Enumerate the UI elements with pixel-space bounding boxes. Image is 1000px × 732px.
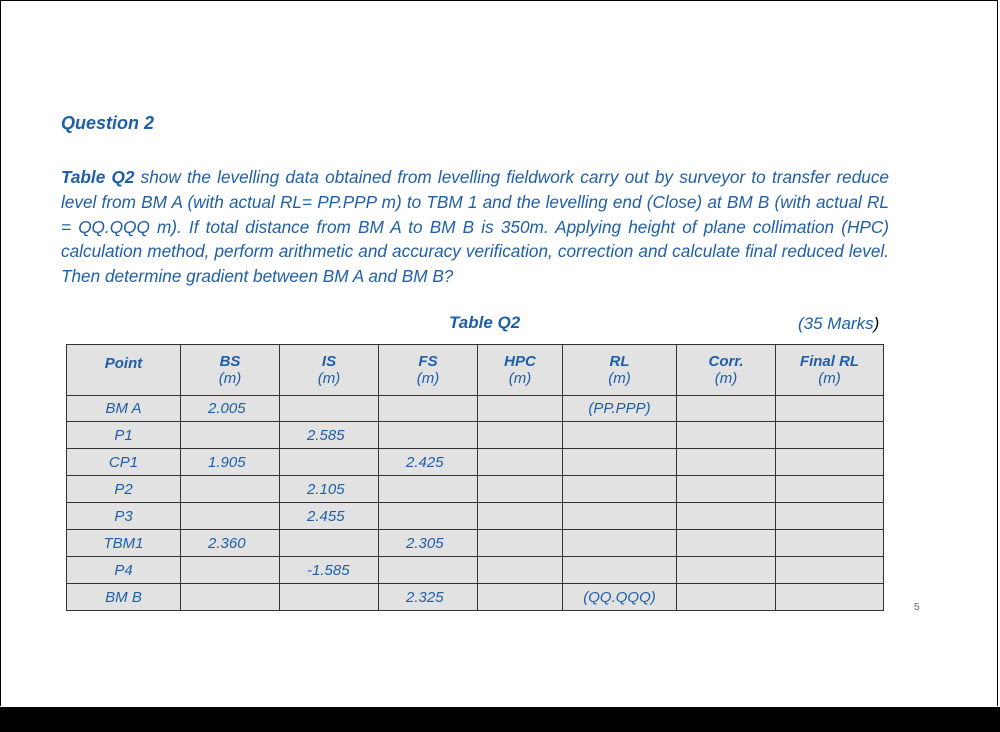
cell-fs: 2.305: [379, 530, 478, 557]
page-number: 5: [914, 602, 920, 613]
cell-corr: [677, 557, 776, 584]
cell-final-rl: [776, 530, 884, 557]
cell-rl: (PP.PPP): [563, 396, 677, 422]
cell-fs: 2.325: [379, 584, 478, 611]
cell-rl: [563, 503, 677, 530]
cell-rl: [563, 530, 677, 557]
table-row: [67, 530, 884, 557]
cell-rl: [563, 557, 677, 584]
cell-corr: [677, 584, 776, 611]
cell-rl: [563, 422, 677, 449]
cell-is: 2.585: [280, 422, 379, 449]
header-fs: FS (m): [379, 345, 478, 396]
cell-is: [280, 449, 379, 476]
cell-is: -1.585: [280, 557, 379, 584]
cell-hpc: [478, 476, 563, 503]
cell-corr: [677, 422, 776, 449]
cell-bs: [181, 584, 280, 611]
question-paragraph: [61, 165, 889, 289]
cell-final-rl: [776, 422, 884, 449]
cell-bs: 2.005: [181, 396, 280, 422]
table-row: [67, 476, 884, 503]
cell-point: P2: [67, 476, 181, 503]
cell-is: 2.455: [280, 503, 379, 530]
bottom-bar: [0, 707, 1000, 732]
cell-hpc: [478, 584, 563, 611]
table-row: [67, 557, 884, 584]
table-caption: Table Q2: [449, 313, 521, 332]
cell-bs: 1.905: [181, 449, 280, 476]
marks-text: (35 Marks: [798, 314, 874, 333]
cell-is: [280, 584, 379, 611]
cell-is: 2.105: [280, 476, 379, 503]
cell-point: CP1: [67, 449, 181, 476]
cell-fs: [379, 557, 478, 584]
cell-corr: [677, 503, 776, 530]
cell-corr: [677, 449, 776, 476]
marks-label: [798, 314, 879, 334]
cell-corr: [677, 476, 776, 503]
cell-hpc: [478, 503, 563, 530]
cell-hpc: [478, 396, 563, 422]
cell-fs: 2.425: [379, 449, 478, 476]
cell-point: P1: [67, 422, 181, 449]
cell-hpc: [478, 422, 563, 449]
table-row: [67, 422, 884, 449]
table-row: [67, 584, 884, 611]
cell-fs: [379, 396, 478, 422]
cell-fs: [379, 476, 478, 503]
cell-bs: [181, 476, 280, 503]
header-hpc: HPC (m): [478, 345, 563, 396]
question-title: Question 2: [61, 113, 155, 133]
cell-final-rl: [776, 449, 884, 476]
cell-fs: [379, 422, 478, 449]
levelling-table: [66, 344, 884, 611]
cell-point: P4: [67, 557, 181, 584]
cell-bs: [181, 422, 280, 449]
header-is: IS (m): [280, 345, 379, 396]
header-rl: RL (m): [563, 345, 677, 396]
cell-point: TBM1: [67, 530, 181, 557]
cell-fs: [379, 503, 478, 530]
cell-rl: [563, 449, 677, 476]
cell-corr: [677, 396, 776, 422]
cell-point: BM B: [67, 584, 181, 611]
cell-hpc: [478, 449, 563, 476]
marks-close-paren: ): [873, 314, 880, 333]
cell-hpc: [478, 557, 563, 584]
cell-is: [280, 530, 379, 557]
cell-corr: [677, 530, 776, 557]
cell-rl: [563, 476, 677, 503]
header-final-rl: Final RL (m): [776, 345, 884, 396]
table-row: [67, 396, 884, 422]
question-body: show the levelling data obtained from levelling fieldwork carry out by surveyor to transfer reduce level from BM A (with actual RL= PP.PPP m) to TBM 1 and the levelling end (Close) at BM B (with actual RL = QQ.QQQ m). If total distance from BM A to BM B is 350m. Applying height of plane collimation (HPC) calculation method, perform arithmetic and accuracy verification, correction and calculate final reduced level. Then determine gradient between BM A and BM B?: [61, 167, 889, 287]
cell-final-rl: [776, 476, 884, 503]
cell-hpc: [478, 530, 563, 557]
header-corr: Corr. (m): [677, 345, 776, 396]
table-row: [67, 503, 884, 530]
cell-rl: (QQ.QQQ): [563, 584, 677, 611]
cell-bs: [181, 503, 280, 530]
cell-final-rl: [776, 396, 884, 422]
header-point: Point: [67, 345, 181, 396]
cell-final-rl: [776, 584, 884, 611]
cell-point: P3: [67, 503, 181, 530]
table-reference: Table Q2: [61, 167, 135, 187]
cell-final-rl: [776, 503, 884, 530]
cell-bs: [181, 557, 280, 584]
cell-final-rl: [776, 557, 884, 584]
cell-point: BM A: [67, 396, 181, 422]
header-bs: BS (m): [181, 345, 280, 396]
table-row: [67, 449, 884, 476]
cell-bs: 2.360: [181, 530, 280, 557]
table-header-row: [67, 345, 884, 396]
cell-is: [280, 396, 379, 422]
